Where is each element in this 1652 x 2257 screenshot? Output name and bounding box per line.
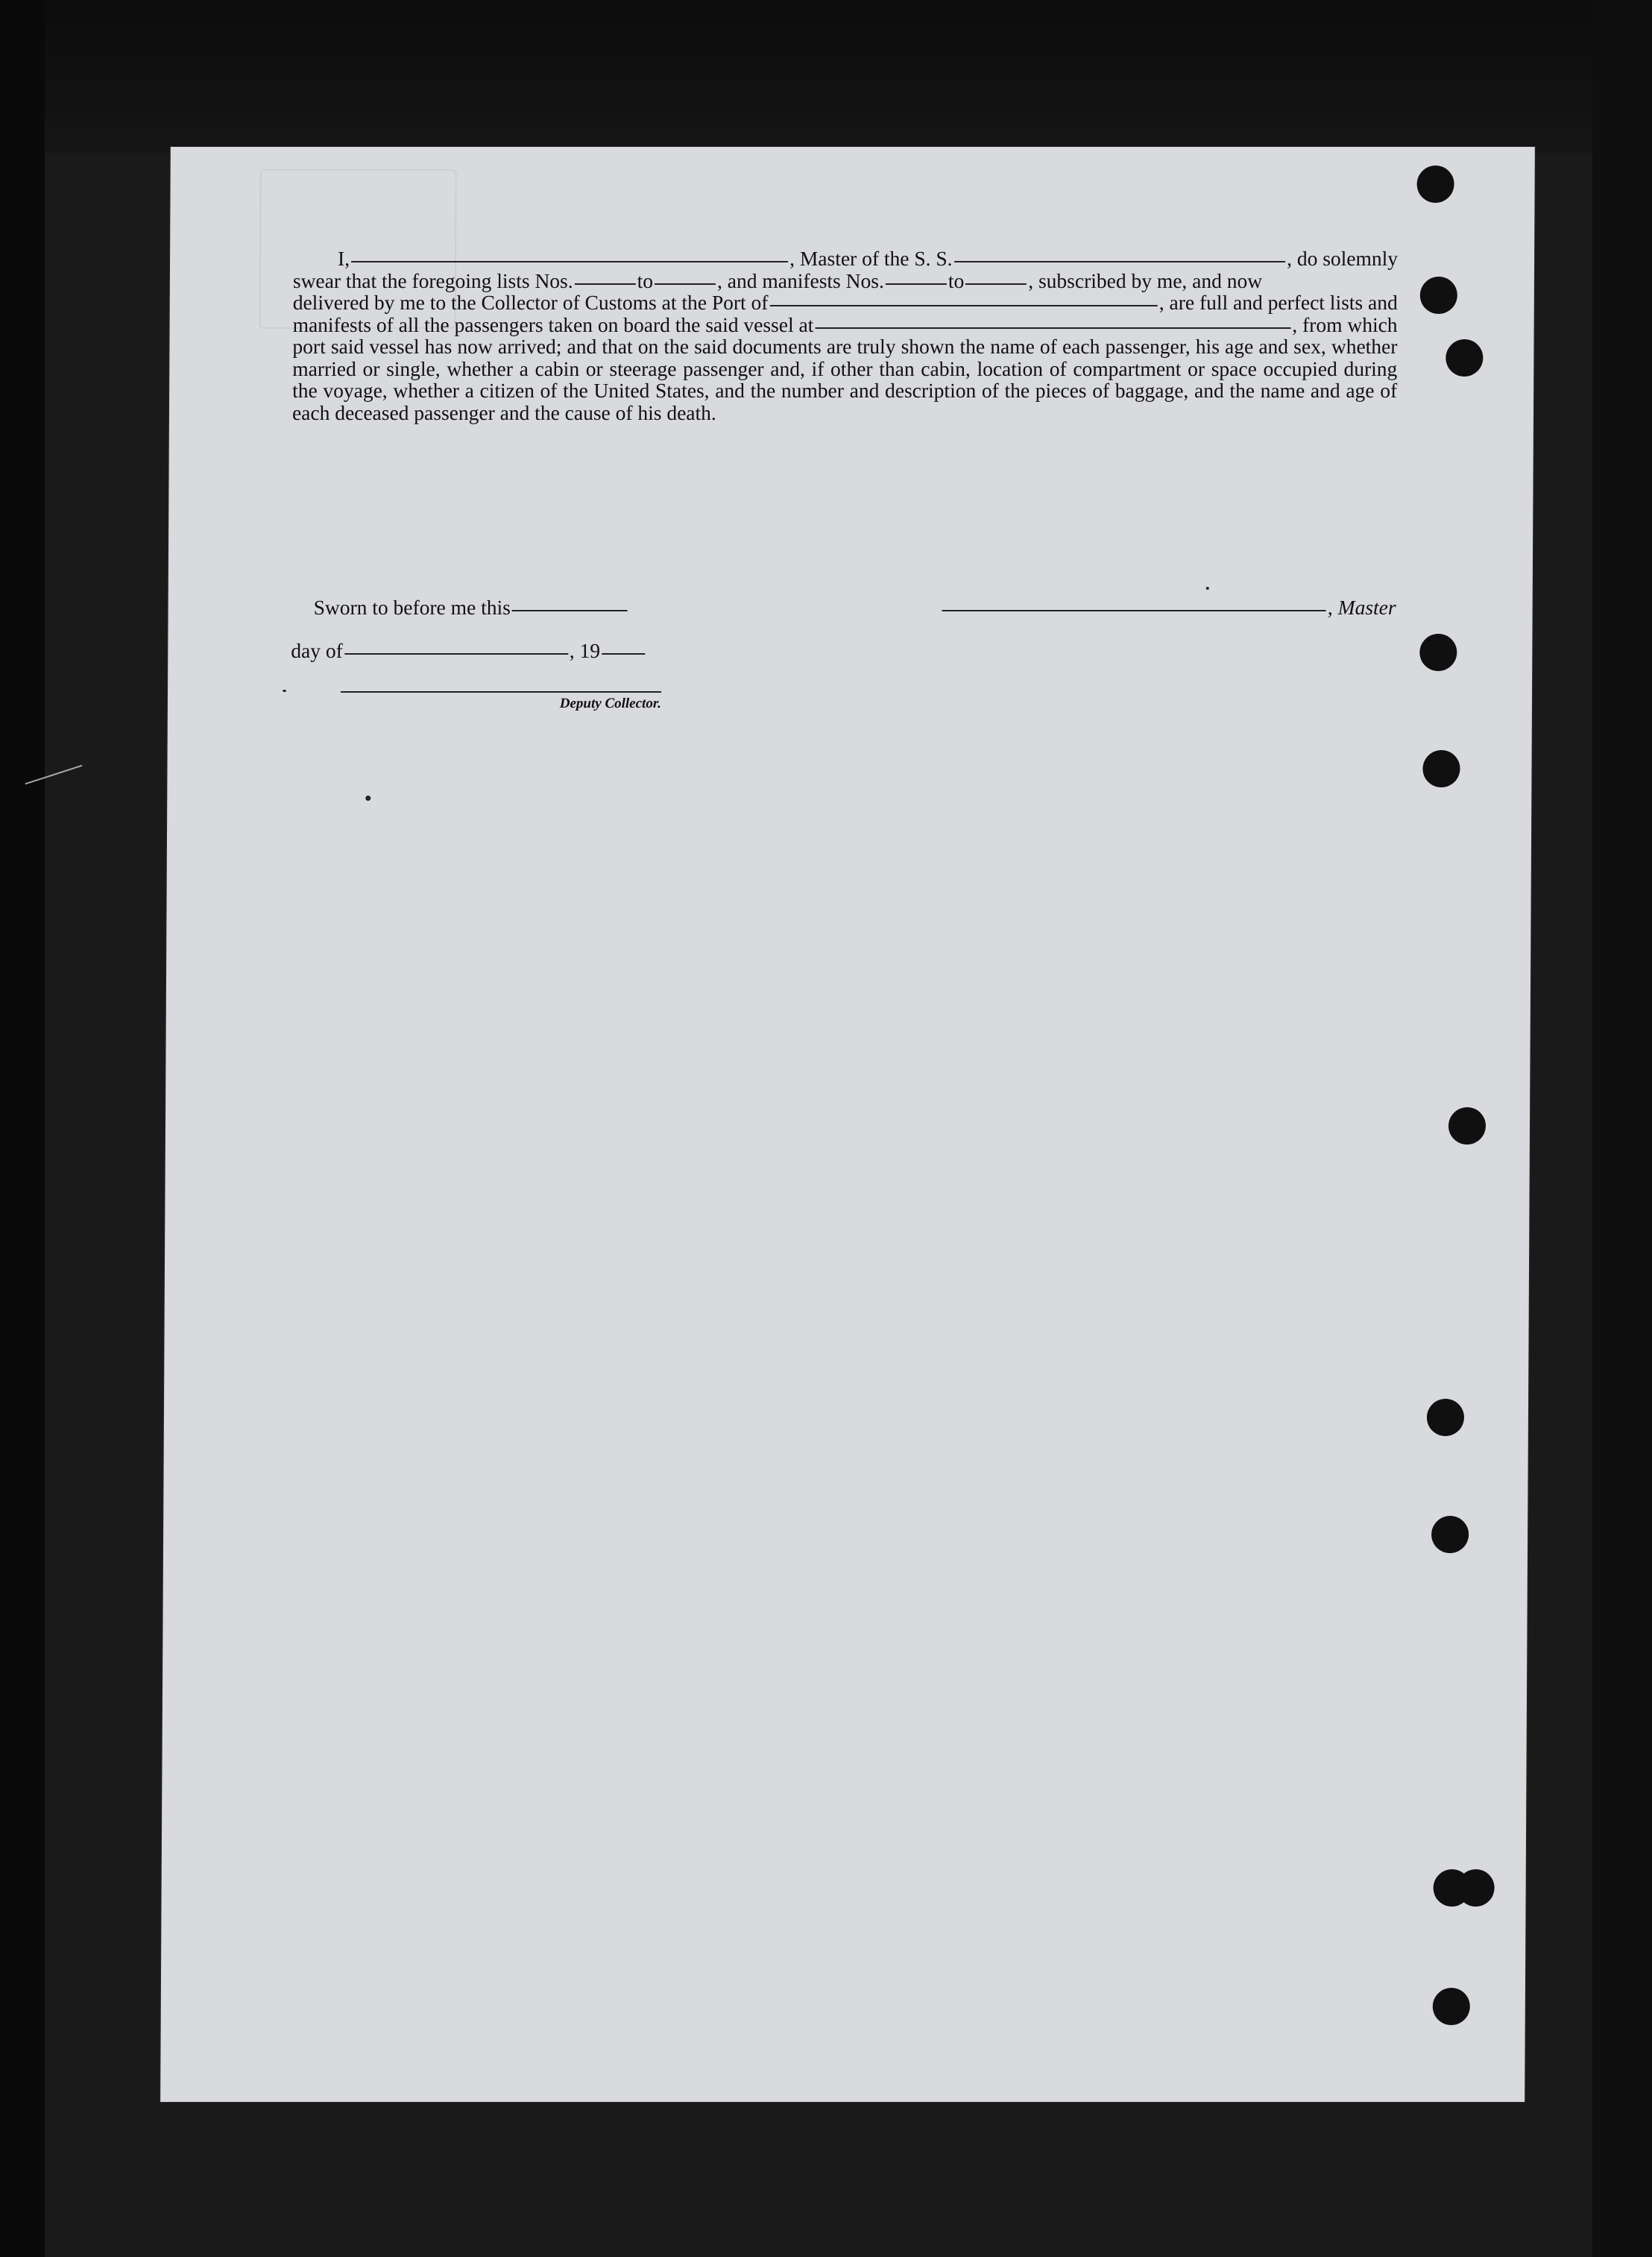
month-blank[interactable] (344, 653, 568, 655)
oath-line-4 (293, 314, 1398, 336)
ship-name-blank[interactable] (954, 261, 1286, 262)
manifests-to-blank[interactable] (965, 283, 1027, 285)
document-sheet (160, 147, 1535, 2102)
binder-hole (1427, 1399, 1464, 1436)
ink-speck (283, 690, 286, 692)
oath-line3-close: , are full and perfect lists and (1158, 291, 1398, 314)
master-of-ship-label: , Master of the S. S. (789, 247, 953, 270)
binder-hole (1416, 166, 1454, 203)
manifests-to-label: to (948, 268, 965, 292)
year-label: , 19 (569, 639, 601, 662)
oath-line2-close: , subscribed by me, and now (1028, 268, 1263, 292)
oath-body-text: port said vessel has now arrived; and that on the said documents are truly shown the name of each passenger, his age and sex, whether married or single, whether a cabin or steerage passenger and, if other than cabin, location of compartment or space occupied during the voyage, whether a citizen of the United States, and the number and description of the pieces of baggage, and the name and age of each deceased passenger and the cause of his death. (291, 335, 1398, 424)
binder-hole (1448, 1107, 1486, 1145)
oath-opening: I, (338, 247, 350, 270)
master-label: Master (1337, 596, 1396, 619)
boarding-port-blank[interactable] (815, 327, 1290, 329)
film-border-right (1592, 0, 1652, 2257)
lists-to-blank[interactable] (655, 283, 716, 285)
binder-hole (1433, 1988, 1470, 2025)
master-signature-blank[interactable] (942, 610, 1326, 611)
oath-paragraph (292, 248, 1398, 424)
oath-line-3 (293, 292, 1398, 314)
sworn-label: Sworn to before me this (313, 596, 511, 619)
lists-from-blank[interactable] (575, 283, 636, 285)
port-of-label: delivered by me to the Collector of Customs at the Port of (292, 291, 769, 314)
oath-line-2 (293, 270, 1398, 292)
ink-speck (1206, 587, 1209, 590)
oath-line-1 (293, 248, 1398, 270)
year-blank[interactable] (602, 653, 645, 655)
film-border-top (0, 0, 1652, 153)
master-signature-line (941, 596, 1396, 620)
binder-hole (1457, 1869, 1495, 1907)
film-border-left (0, 0, 45, 2257)
binder-hole (1422, 750, 1460, 787)
binder-hole (1446, 339, 1483, 377)
manifests-nos-label: , and manifests Nos. (717, 268, 884, 292)
day-of-label: day of (291, 639, 343, 662)
lists-nos-label: swear that the foregoing lists Nos. (292, 268, 573, 292)
boarding-port-label: manifests of all the passengers taken on board the said vessel at (292, 312, 814, 336)
date-line (291, 639, 646, 663)
binder-hole (1420, 277, 1457, 314)
oath-line1-close: , do solemnly (1287, 247, 1399, 270)
master-name-blank[interactable] (351, 261, 788, 262)
sworn-line (314, 596, 629, 620)
oath-line4-close: , from which (1292, 312, 1398, 336)
port-blank[interactable] (769, 305, 1157, 306)
comma-separator: , (1327, 596, 1338, 619)
lists-to-label: to (637, 268, 654, 292)
ink-speck (365, 796, 371, 801)
deputy-collector-signature[interactable]: Deputy Collector. (341, 691, 661, 712)
binder-hole (1419, 634, 1457, 671)
sworn-day-blank[interactable] (512, 610, 628, 611)
binder-hole (1431, 1516, 1469, 1553)
manifests-from-blank[interactable] (886, 283, 947, 285)
